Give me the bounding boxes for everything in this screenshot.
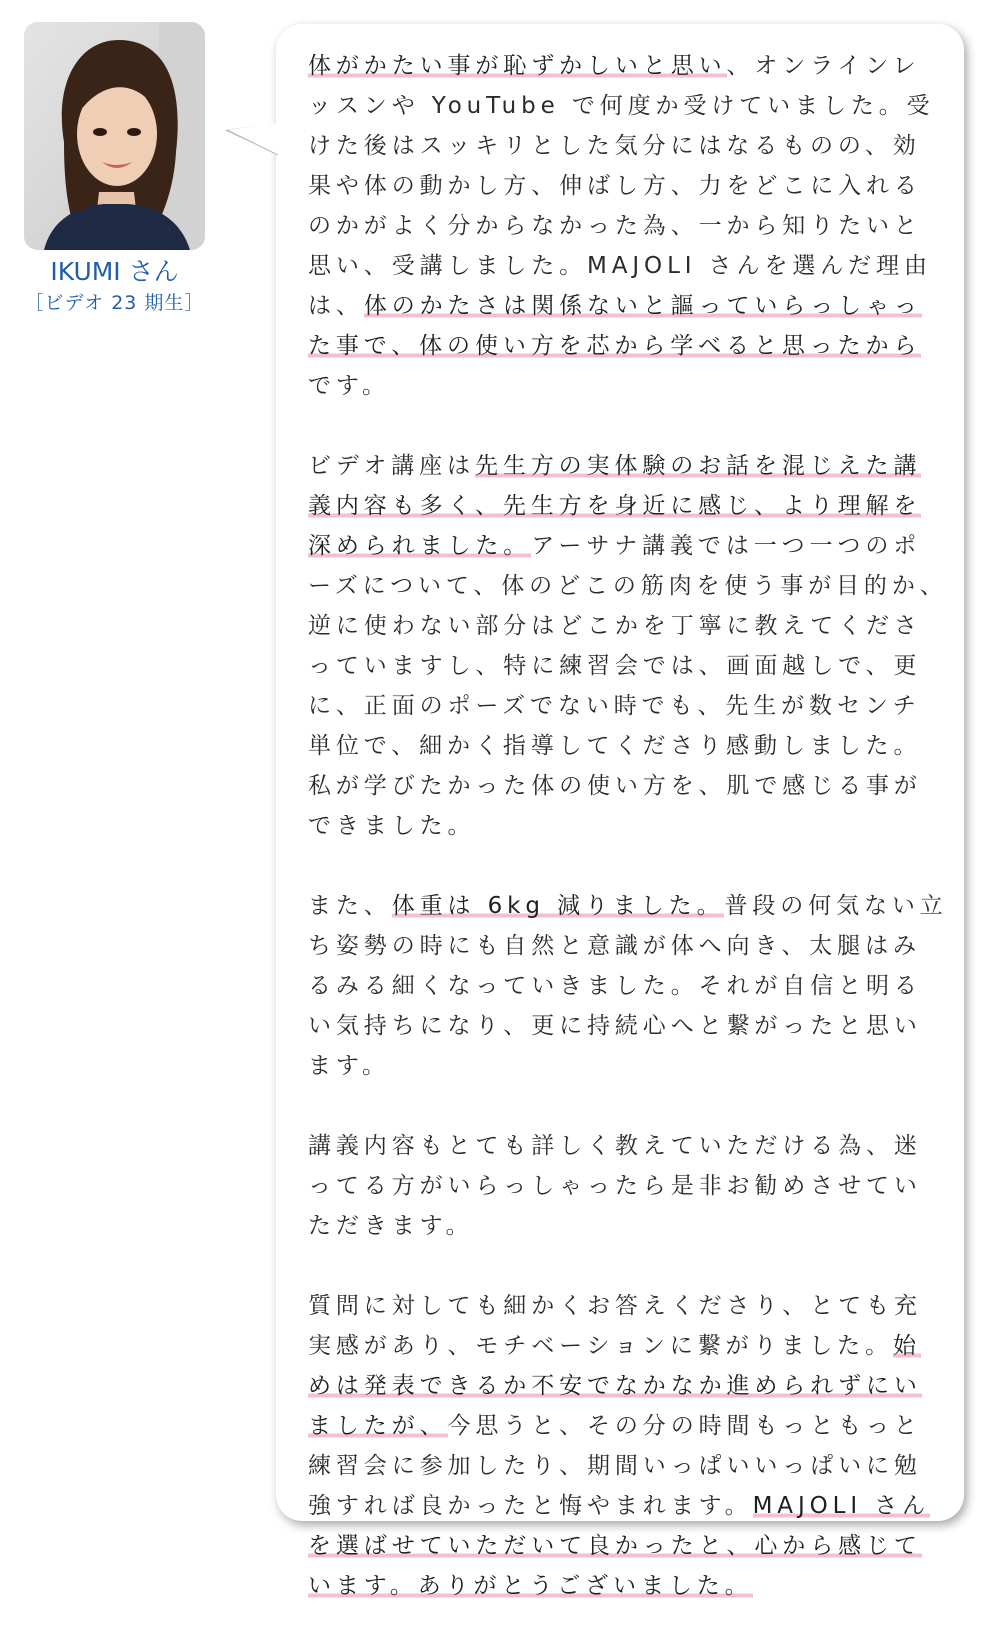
- highlighted-text: 体のかたさは関係ないと謳っていらっしゃった事で、体の使い方を芯から学べると思ったから: [308, 293, 922, 359]
- body-text-segment: 今思うと、その分の時間もっともっと練習会に参加したり、期間いっぱいいっぱいに勉強すれば良かったと悔やまれます。: [308, 1413, 922, 1519]
- testimonial-paragraph: [308, 46, 948, 406]
- student-name: IKUMI さん: [50, 257, 179, 286]
- testimonial-paragraph: [308, 886, 948, 1086]
- student-cohort: ［ビデオ 23 期生］: [24, 292, 205, 314]
- body-text-segment: ビデオ講座は: [308, 453, 475, 479]
- body-text-segment: 、オンラインレッスンや YouTube で何度か受けていました。受けた後はスッキリとした気分にはなるものの、効果や体の動かし方、伸ばし方、力をどこに入れるのかがよく分からなかった為、一から知りたいと思い、受講しました。MAJOLI さんを選んだ理由は、: [308, 53, 935, 319]
- testimonial-paragraph: [308, 446, 948, 846]
- testimonial-text: [308, 46, 948, 1646]
- highlighted-text: 始めは発表できるか不安でなかなか進められずにいましたが、: [308, 1333, 922, 1439]
- highlighted-text: 先生方の実体験のお話を混じえた講義内容も多く、先生方を身近に感じ、より理解を深められました。: [308, 453, 922, 559]
- body-text-segment: アーサナ講義では一つ一つのポーズについて、体のどこの筋肉を使う事が目的か、逆に使わない部分はどこかを丁寧に教えてくださっていますし、特に練習会では、画面越しで、更に、正面のポーズでない時でも、先生が数センチ単位で、細かく指導してくださり感動しました。私が学びたかった体の使い方を、肌で感じる事ができました。: [308, 533, 948, 839]
- highlighted-text: 体重は 6kg 減りました。: [391, 893, 725, 919]
- body-text-segment: 普段の何気ない立ち姿勢の時にも自然と意識が体へ向き、太腿はみるみる細くなっていきました。それが自信と明るい気持ちになり、更に持続心へと繋がったと思います。: [308, 893, 948, 1079]
- highlighted-text: 体がかたい事が恥ずかしいと思い: [308, 53, 727, 79]
- body-text-segment: 質問に対しても細かくお答えくださり、とても充実感があり、モチベーションに繋がりました。: [308, 1293, 922, 1359]
- portrait-photo-icon: [24, 22, 205, 250]
- highlighted-text: MAJOLI さんを選ばせていただいて良かったと、心から感じています。ありがとうございました。: [308, 1493, 931, 1599]
- testimonial-paragraph: [308, 1126, 948, 1246]
- body-text-segment: また、: [308, 893, 392, 919]
- testimonial-paragraph: [308, 1286, 948, 1606]
- body-text-segment: 講義内容もとても詳しく教えていただける為、迷ってる方がいらっしゃったら是非お勧めさせていただきます。: [308, 1133, 922, 1239]
- avatar: [24, 22, 205, 250]
- body-text-segment: です。: [308, 373, 390, 399]
